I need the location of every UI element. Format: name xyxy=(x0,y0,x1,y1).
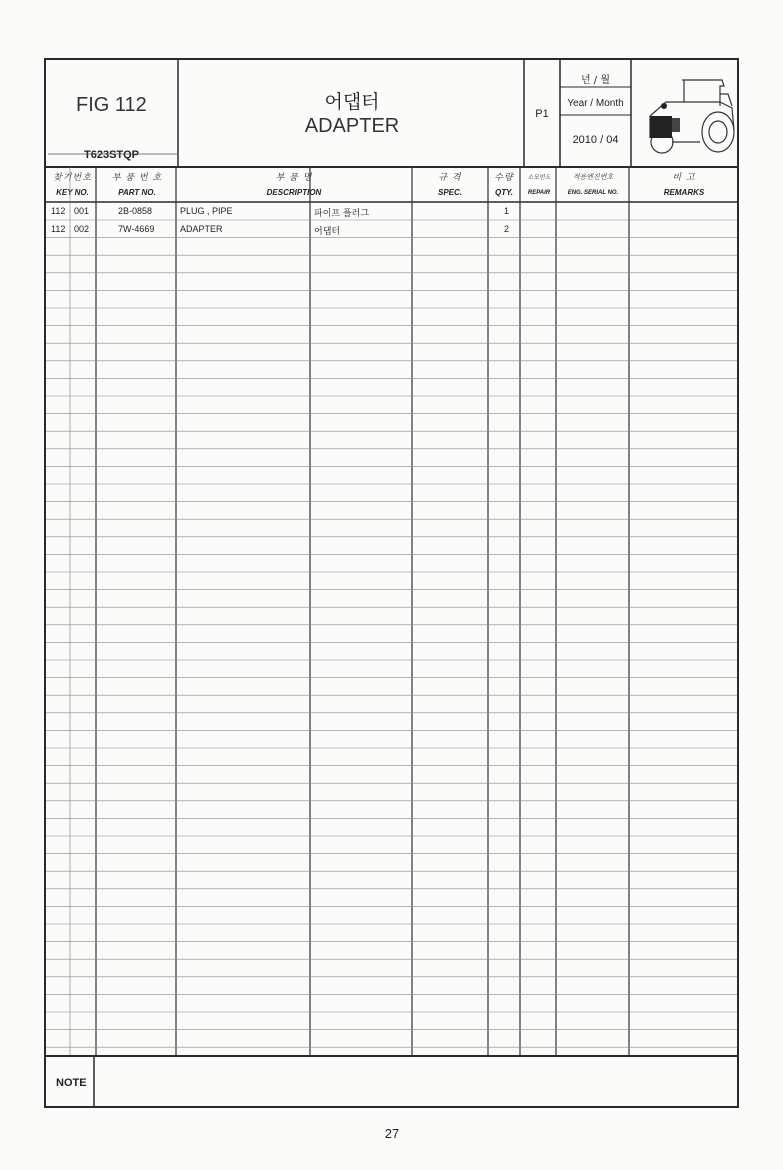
col-repair-label-ko: 소모빈도 xyxy=(527,174,551,181)
title-english: ADAPTER xyxy=(304,115,400,137)
row-1-part: 2B-0858 xyxy=(118,206,153,216)
figure-number: FIG 112 xyxy=(76,94,147,116)
parts-list-frame xyxy=(44,58,739,1108)
row-1-qty: 1 xyxy=(504,206,510,216)
col-qty-label-en: QTY. xyxy=(495,188,513,197)
col-part-label-en: PART NO. xyxy=(118,188,156,197)
col-part-label-ko: 부 품 번 호 xyxy=(111,173,163,183)
title-korean: 어댑터 xyxy=(324,91,380,113)
row-2-desc-ko: 어댑터 xyxy=(314,227,341,237)
table-grid xyxy=(46,60,737,1106)
row-2-part: 7W-4669 xyxy=(118,224,155,234)
col-remarks-label-ko: 비 고 xyxy=(672,173,696,183)
row-1-key: 001 xyxy=(74,206,90,216)
row-2-key: 002 xyxy=(74,224,90,234)
col-desc-label-en: DESCRIPTION xyxy=(266,188,322,197)
col-key-label-en: KEY NO. xyxy=(56,188,89,197)
page-code: P1 xyxy=(535,108,549,120)
row-2-fig: 112 xyxy=(51,224,66,234)
col-spec-label-ko: 규 격 xyxy=(438,173,462,183)
model-code: T623STQP xyxy=(84,149,140,161)
year-month-label-ko: 년 / 월 xyxy=(580,75,611,86)
page-number: 27 xyxy=(384,1126,400,1141)
row-2-desc-en: ADAPTER xyxy=(180,224,223,234)
note-label: NOTE xyxy=(56,1077,87,1089)
col-qty-label-ko: 수량 xyxy=(494,173,514,183)
row-1-desc-en: PLUG , PIPE xyxy=(180,206,233,216)
row-1-desc-ko: 파이프 플러그 xyxy=(314,209,370,219)
row-2-qty: 2 xyxy=(504,224,510,234)
col-spec-label-en: SPEC. xyxy=(437,188,462,197)
col-repair-label-en: REPAIR xyxy=(527,190,551,196)
col-key-label-ko: 찾기번호 xyxy=(53,173,92,183)
col-serial-label-en: ENG. SERIAL NO. xyxy=(567,190,619,196)
year-month-label-en: Year / Month xyxy=(567,98,624,109)
col-desc-label-ko: 부 품 명 xyxy=(275,173,313,183)
col-serial-label-ko: 적용엔진번호 xyxy=(572,173,614,181)
col-remarks-label-en: REMARKS xyxy=(663,188,705,197)
row-1-fig: 112 xyxy=(51,206,66,216)
year-month-value: 2010 / 04 xyxy=(572,134,619,146)
